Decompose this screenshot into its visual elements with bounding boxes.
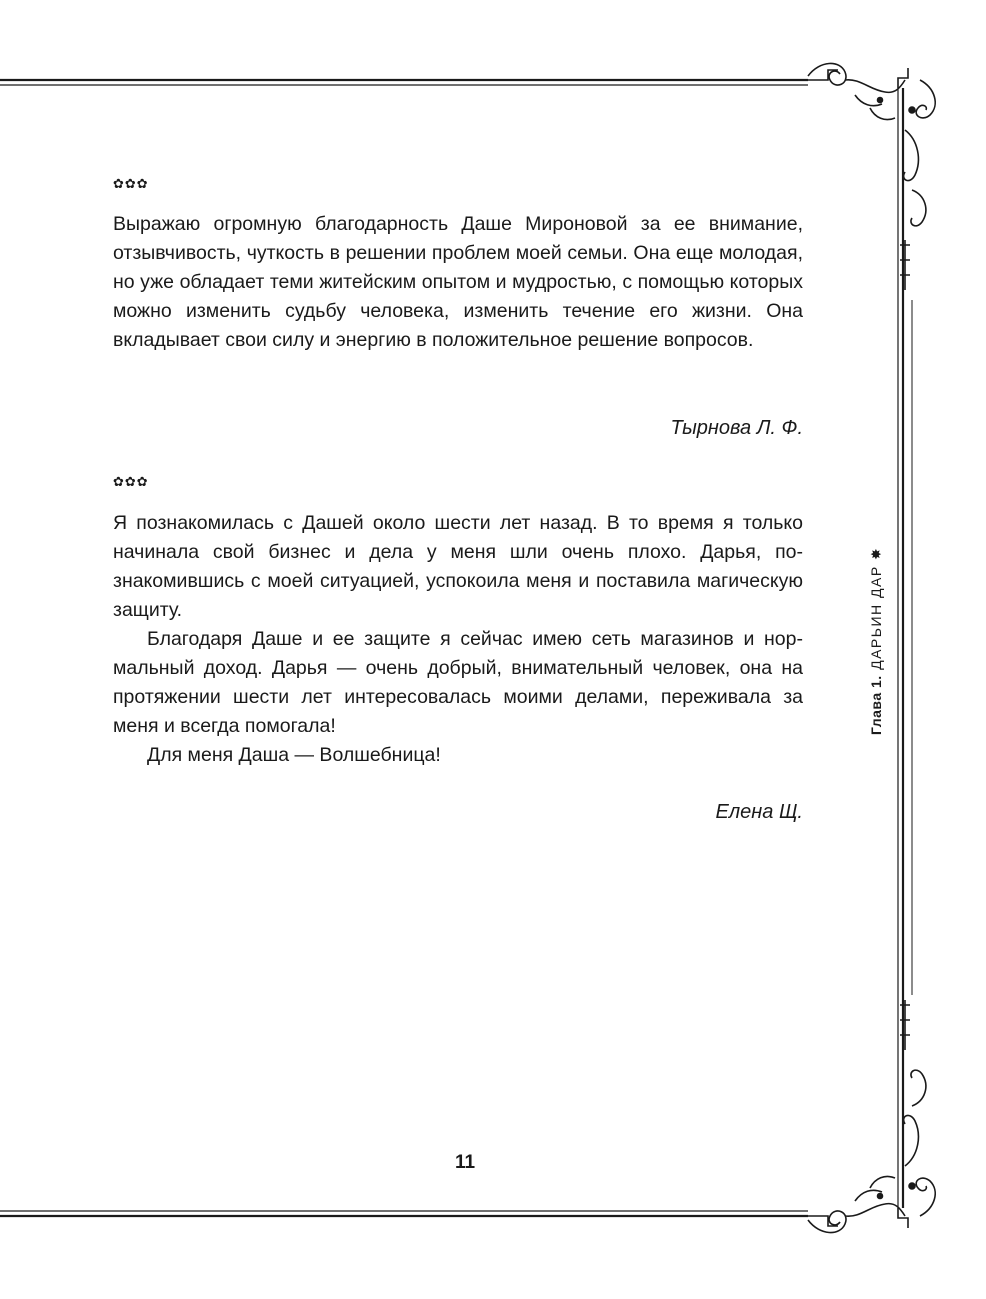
paragraph: Я познакомилась с Дашей около шести лет назад. В то время я только начинала свой бизнес и дела у меня шли очень плохо. Дарья, познакомившись с моей ситуацией, успокоила меня и поставила магическую защиту. [113,512,803,621]
paragraph: Для меня Даша — Волшебница! [147,744,441,766]
page-number: 11 [454,1152,476,1173]
section-separator: ✿✿✿ [113,475,149,490]
star-icon: ✸ [868,546,884,560]
testimonial-text [113,509,803,770]
chapter-title: ДАРЬИН ДАР [868,565,884,670]
section-separator: ✿✿✿ [113,177,149,192]
paragraph: Выражаю огромную благодарность Даше Мироновой за ее внимание, отзывчивость, чуткость в решении проблем моей семьи. Она еще молодая, но уже обладает теми житейским опытом и мудростью, с помощью которых можно изменить судьбу человека, изменить течение его жизни. Она вкладывает свои силу и энергию в положительное решение вопросов. [113,213,803,351]
testimonial-signature: Елена Щ. [715,801,803,823]
bottom-corner-ornament [808,1000,935,1233]
paragraph: Благодаря Даше и ее защите я сейчас имею сеть магазинов и нормальный доход. Дарья — очень добрый, внимательный человек, она на протяжении шести лет интересовалась моими делами, переживала за меня и всегда помогала! [113,628,803,737]
testimonial-signature: Тырнова Л. Ф. [670,417,803,439]
chapter-label: Глава 1. [868,675,884,735]
testimonial-text [113,210,803,355]
top-corner-ornament [808,63,935,290]
